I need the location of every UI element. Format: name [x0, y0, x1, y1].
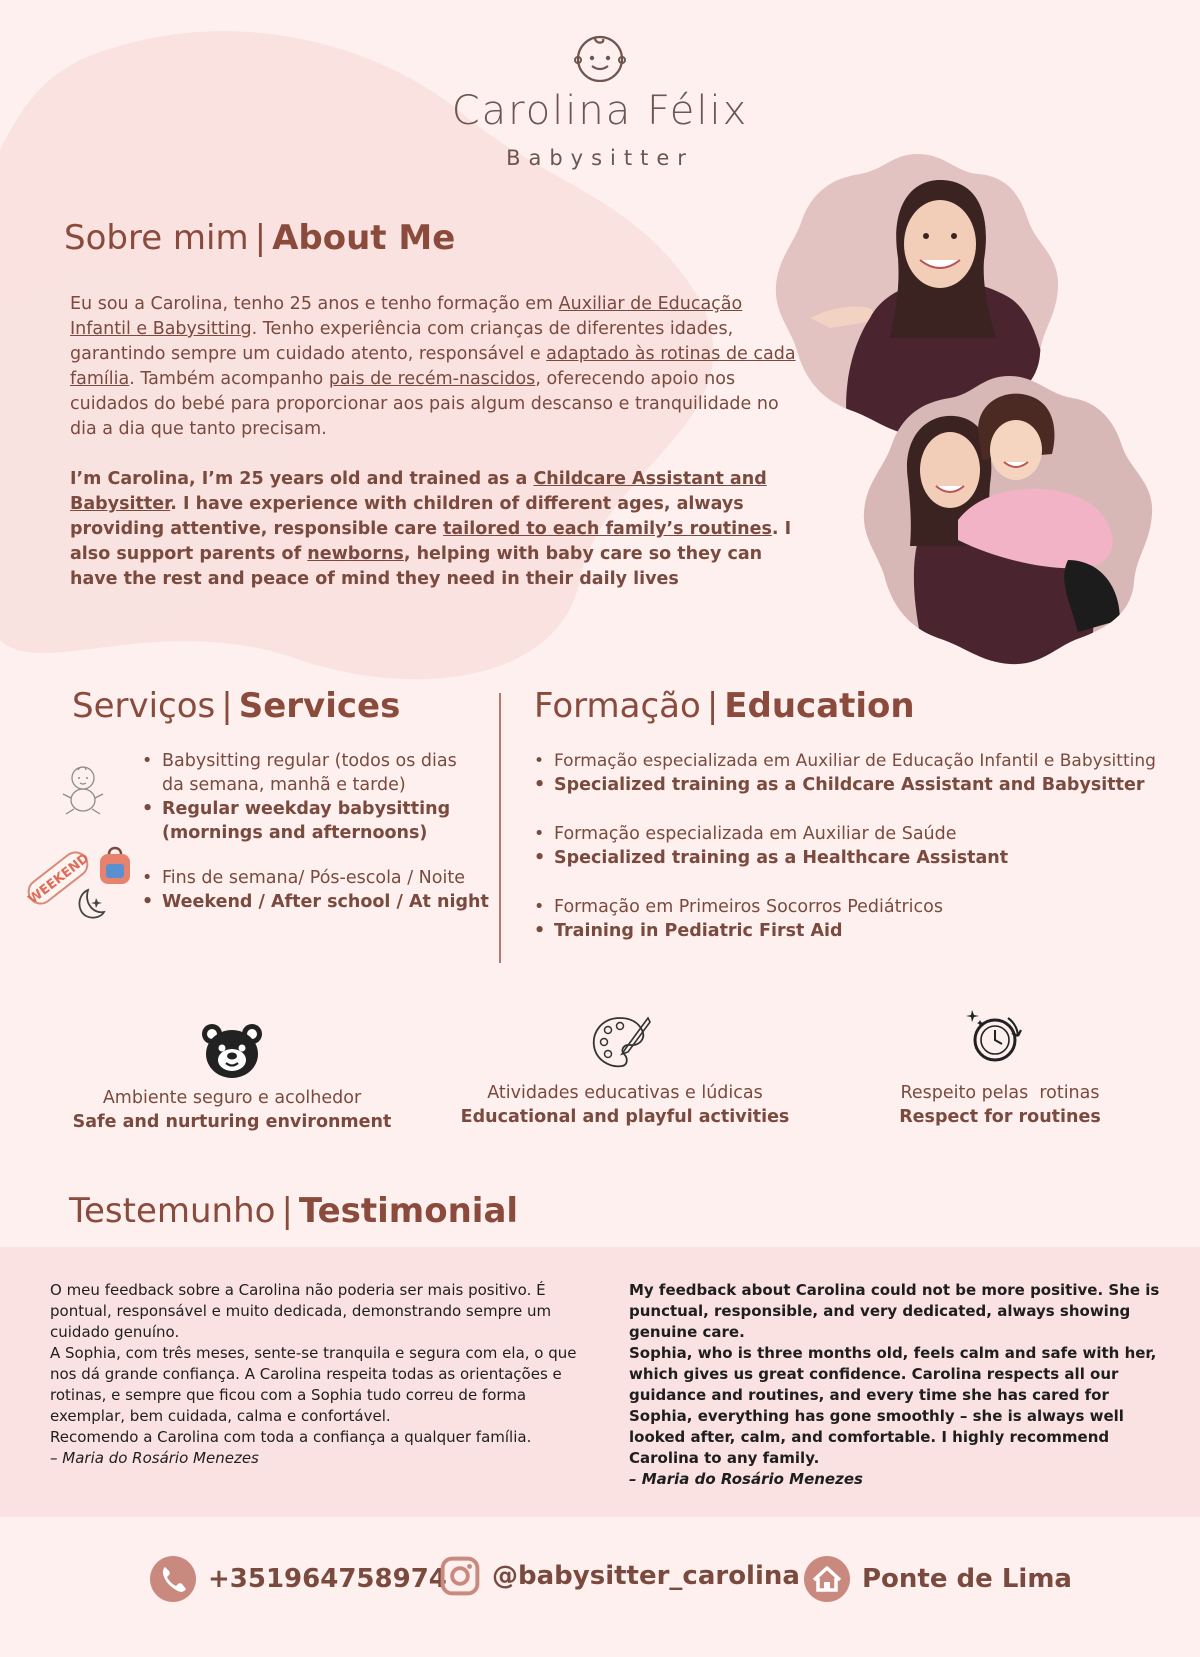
about-en-text: , helping with baby care so they can have the rest and peace of mind they need in their daily lives — [70, 544, 763, 589]
about-en-text: . I have experience with children of different ages, always providing attentive, responsible care — [70, 494, 744, 539]
about-text — [70, 292, 800, 617]
testimonial-paragraph: O meu feedback sobre a Carolina não poderia ser mais positivo. É pontual, responsável e muito dedicada, demonstrando sempre um cuidado genuíno. — [50, 1281, 552, 1341]
name-title: Carolina Félix — [451, 88, 749, 134]
title-separator: | — [221, 686, 233, 726]
about-pt-highlight: adaptado às rotinas de cada família — [70, 344, 796, 389]
location-name: Ponte de Lima — [862, 1564, 1072, 1594]
testimonial-signature: – Maria do Rosário Menezes — [629, 1470, 863, 1488]
contact-phone[interactable] — [150, 1556, 447, 1602]
about-paragraph-pt — [70, 292, 800, 442]
phone-icon — [150, 1556, 196, 1602]
education-item-3 — [532, 895, 1192, 943]
home-icon — [804, 1556, 850, 1602]
testimonial-en — [629, 1280, 1169, 1490]
about-title — [64, 218, 455, 258]
testimonial-signature: – Maria do Rosário Menezes — [50, 1449, 259, 1467]
instagram-handle: @babysitter_carolina — [492, 1561, 800, 1591]
about-pt-highlight: Auxiliar de Educação Infantil e Babysitting — [70, 294, 743, 339]
baby-sketch-icon — [60, 764, 106, 818]
about-en-text: I’m Carolina, I’m 25 years old and trained as a — [70, 469, 534, 489]
about-title-en: About Me — [272, 218, 456, 258]
about-en-highlight: newborns — [307, 544, 404, 564]
service-item-en: • Regular weekday babysitting (mornings and afternoons) — [140, 797, 480, 845]
services-title-en: Services — [238, 686, 401, 726]
footer-contacts — [0, 1548, 1200, 1608]
service-item-pt: • Fins de semana/ Pós-escola / Noite — [140, 866, 500, 890]
baby-face-icon — [573, 32, 627, 82]
education-item-1 — [532, 749, 1192, 797]
about-pt-text: . Tenho experiência com crianças de diferentes idades, garantindo sempre um cuidado atento, responsável e — [70, 319, 734, 364]
education-title-en: Education — [724, 686, 915, 726]
testimonial-paragraph: My feedback about Carolina could not be more positive. She is punctual, responsible, and very dedicated, always showing genuine care. — [629, 1281, 1160, 1341]
services-title-pt: Serviços — [72, 686, 216, 726]
testimonial-paragraph: Sophia, who is three months old, feels calm and safe with her, which gives us great confidence. Carolina respects all our guidance and routines, and every time she has cared for Sophia, everything has gone smoothly – she is always well looked after, calm, and comfortable. I highly recommend Carolina to any family. — [629, 1344, 1157, 1467]
about-paragraph-en — [70, 467, 800, 592]
section-divider — [499, 693, 501, 963]
feature-routines — [830, 1081, 1170, 1129]
weekend-sticker-text: WEEKEND — [25, 850, 93, 908]
testimonial-title-pt: Testemunho — [69, 1191, 276, 1231]
phone-number: +351964758974 — [208, 1564, 447, 1594]
services-title — [72, 686, 400, 726]
testimonial-paragraph: Recomendo a Carolina com toda a confiança a qualquer família. — [50, 1428, 532, 1446]
education-title-pt: Formação — [534, 686, 701, 726]
education-item-pt: • Formação em Primeiros Socorros Pediátricos — [532, 895, 1192, 919]
about-title-pt: Sobre mim — [64, 218, 249, 258]
testimonial-paragraph: A Sophia, com três meses, sente-se tranquila e segura com ela, o que nos dá grande confiança. A Carolina respeita todas as orientações e rotinas, e sempre que ficou com a Sophia tudo correu de forma exemplar, bem cuidada, calma e confortável. — [50, 1344, 577, 1425]
education-item-pt: • Formação especializada em Auxiliar de Saúde — [532, 822, 1192, 846]
title-separator: | — [254, 218, 267, 258]
feature-en: Safe and nurturing environment — [72, 1112, 392, 1132]
service-item-en: • Weekend / After school / At night — [140, 890, 500, 914]
subtitle: Babysitter — [506, 146, 694, 170]
contact-location[interactable] — [804, 1556, 1072, 1602]
education-item-en: • Specialized training as a Healthcare Assistant — [532, 846, 1192, 870]
education-item-pt: • Formação especializada em Auxiliar de Educação Infantil e Babysitting — [532, 749, 1192, 773]
clock-routine-icon — [962, 1006, 1024, 1068]
about-en-highlight: tailored to each family’s routines — [443, 519, 772, 539]
title-separator: | — [281, 1191, 293, 1231]
education-item-2 — [532, 822, 1192, 870]
service-item-pt: • Babysitting regular (todos os dias da semana, manhã e tarde) — [140, 749, 480, 797]
services-list-1 — [140, 749, 480, 845]
about-pt-text: , oferecendo apoio nos cuidados do bebé para proporcionar aos pais algum descanso e tranquilidade no dia a dia que tanto precisam. — [70, 369, 779, 439]
feature-pt: Atividades educativas e lúdicas — [487, 1083, 763, 1103]
services-list-2 — [140, 866, 500, 914]
education-item-en: • Specialized training as a Childcare Assistant and Babysitter — [532, 773, 1192, 797]
testimonial-title — [69, 1191, 518, 1231]
instagram-icon — [440, 1556, 480, 1596]
about-en-text: . I also support parents of — [70, 519, 792, 564]
teddy-bear-icon — [200, 1022, 264, 1080]
education-title — [534, 686, 915, 726]
feature-en: Respect for routines — [899, 1107, 1101, 1127]
backpack-icon — [96, 844, 134, 886]
feature-pt: Ambiente seguro e acolhedor — [102, 1088, 362, 1108]
feature-activities — [455, 1081, 795, 1129]
about-pt-highlight: pais de recém-nascidos — [328, 369, 536, 389]
palette-icon — [590, 1014, 652, 1072]
moon-icon — [70, 886, 108, 922]
feature-en: Educational and playful activities — [460, 1107, 790, 1127]
testimonial-pt — [50, 1280, 590, 1469]
feature-safe — [62, 1086, 402, 1134]
title-separator: | — [706, 686, 719, 726]
photo-with-child — [858, 370, 1160, 670]
about-pt-text: Eu sou a Carolina, tenho 25 anos e tenho formação em — [70, 294, 559, 314]
contact-instagram[interactable] — [440, 1556, 800, 1596]
feature-pt: Respeito pelas rotinas — [900, 1083, 1100, 1103]
about-pt-text: . Também acompanho — [129, 369, 329, 389]
testimonial-title-en: Testimonial — [298, 1191, 519, 1231]
education-item-en: • Training in Pediatric First Aid — [532, 919, 1192, 943]
about-en-highlight: Childcare Assistant and Babysitter — [70, 469, 767, 514]
